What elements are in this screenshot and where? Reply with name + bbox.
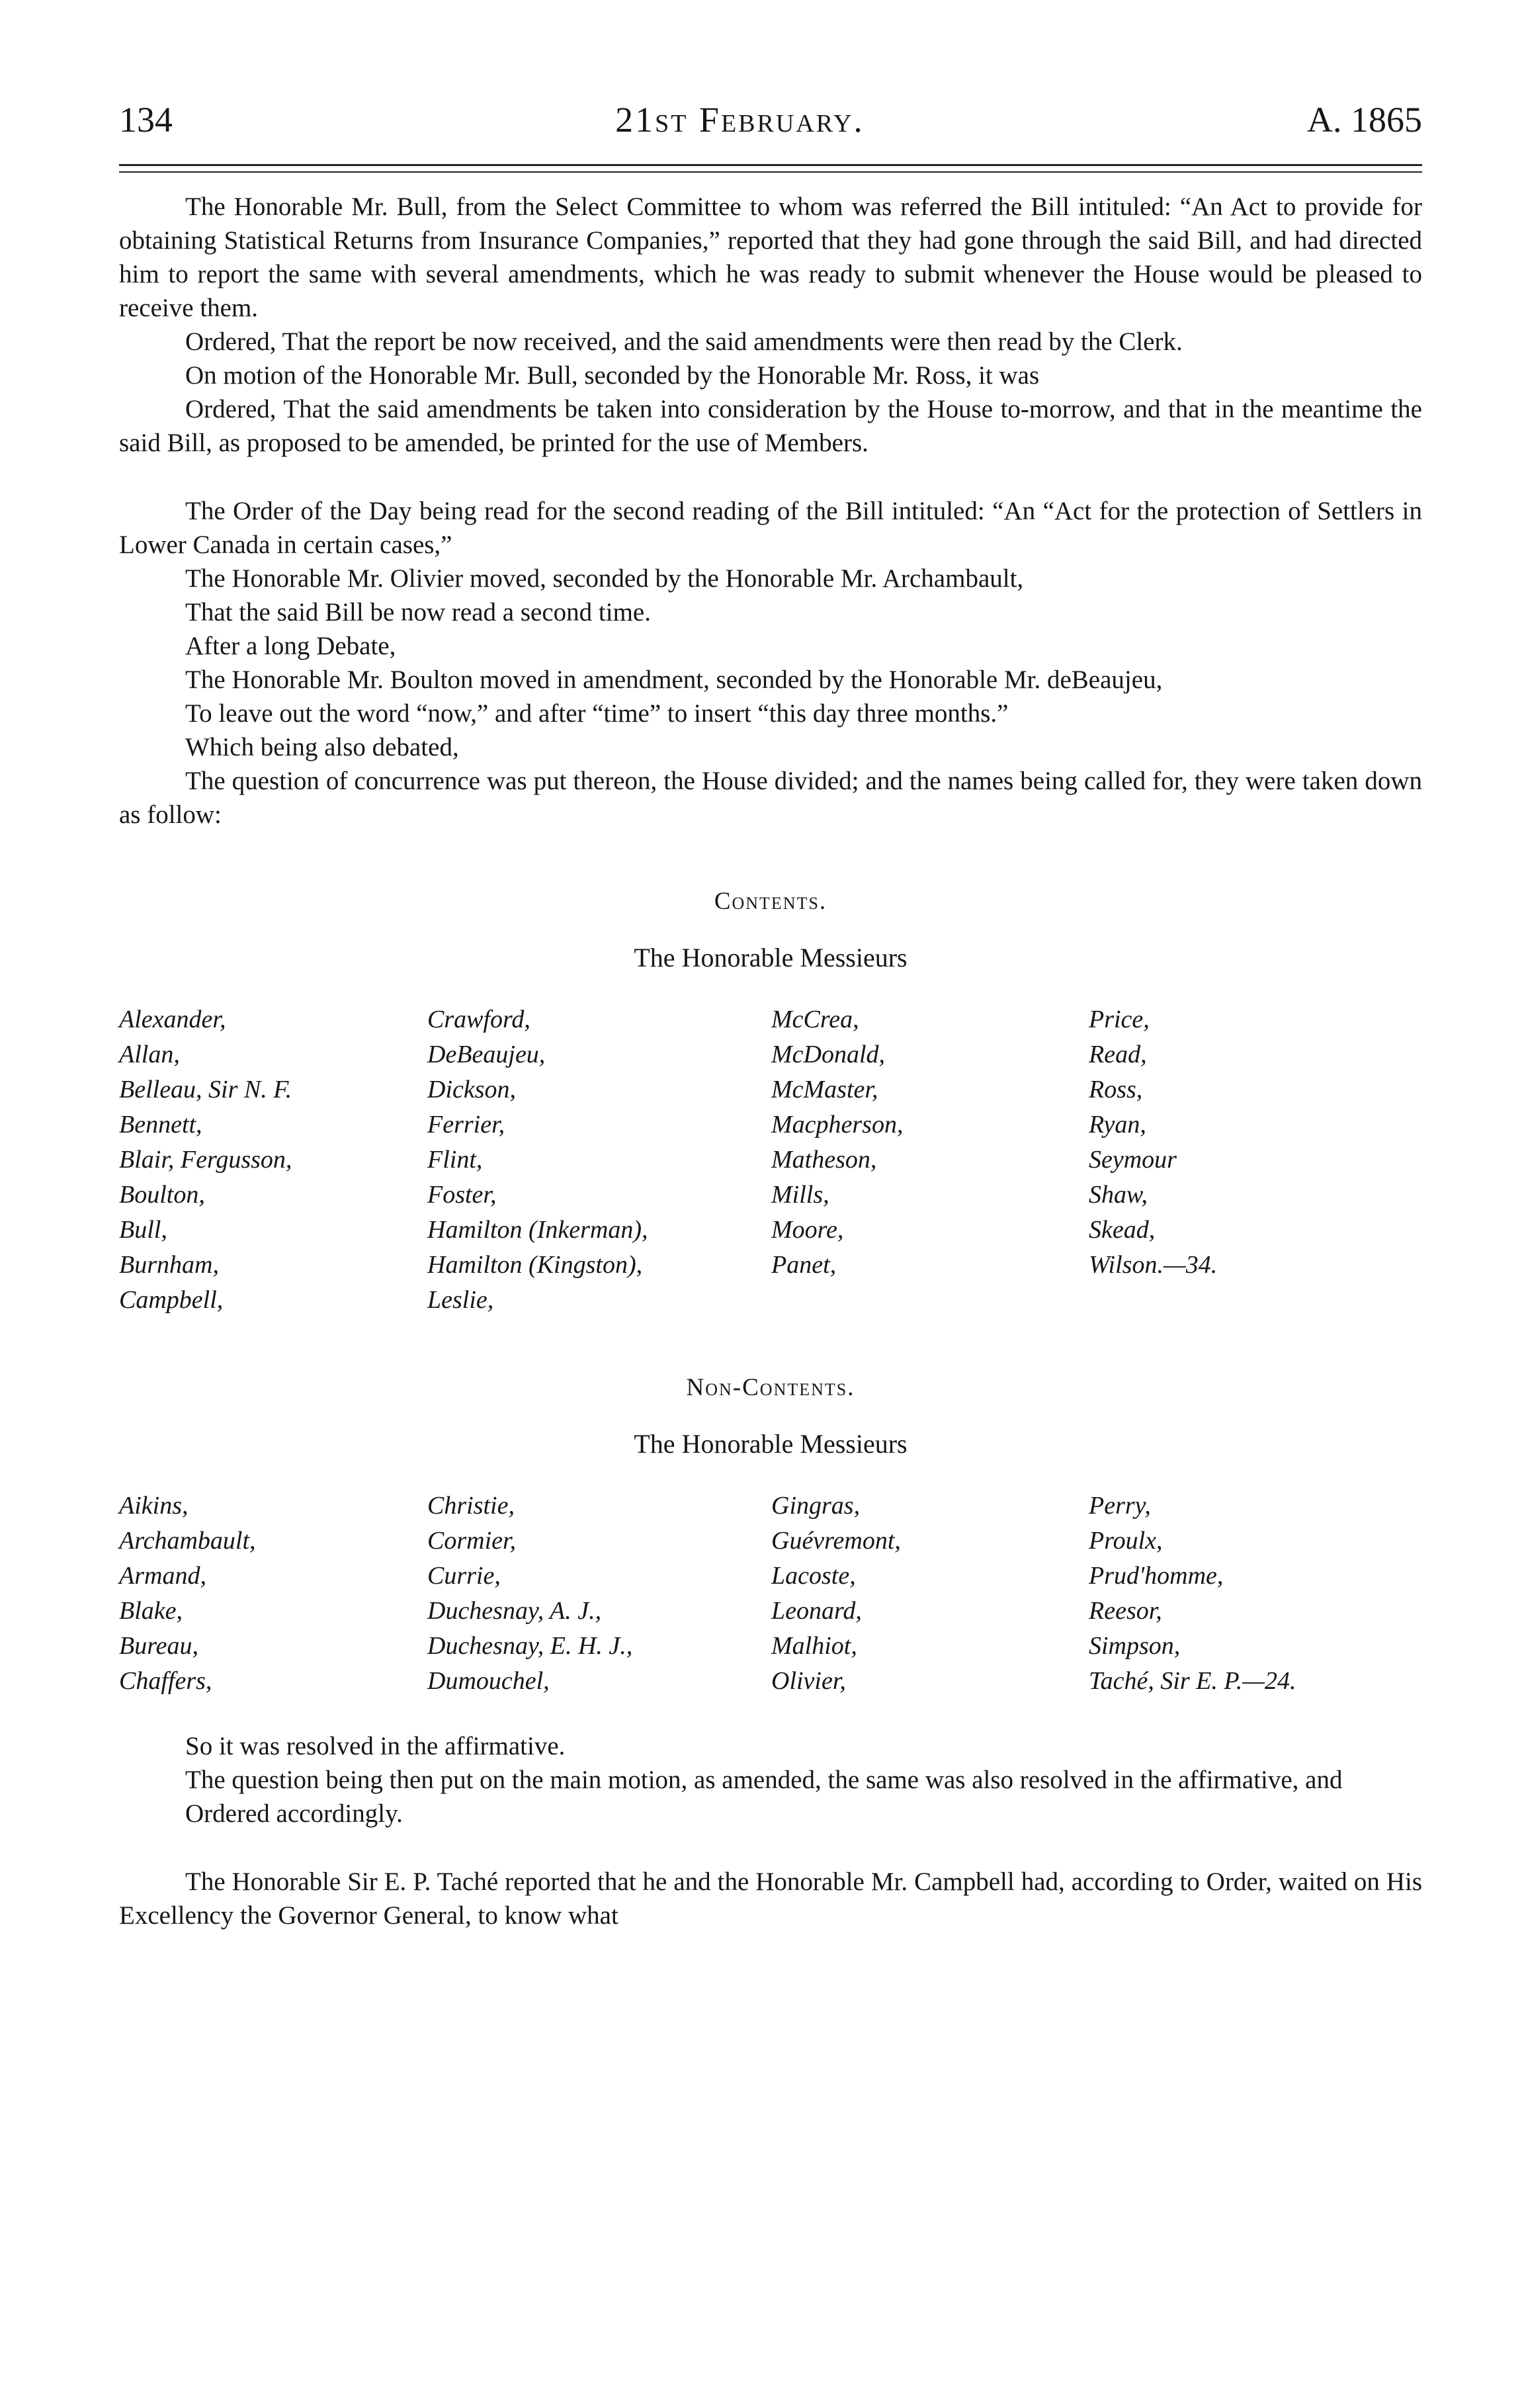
member-name: Chaffers, [119, 1667, 212, 1695]
member-name: Cormier, [427, 1527, 517, 1555]
member-name: Duchesnay, E. H. J., [427, 1632, 633, 1660]
member-name: Lacoste, [771, 1562, 856, 1590]
member-name: Ferrier, [427, 1111, 505, 1139]
member-name: Guévremont, [771, 1527, 901, 1555]
member-name: Ross, [1089, 1076, 1143, 1103]
member-name: Dickson, [427, 1076, 517, 1103]
member-name: Alexander, [119, 1006, 226, 1033]
member-name: Campbell, [119, 1286, 224, 1314]
member-name: Macpherson, [771, 1111, 904, 1139]
member-name: Ryan, [1089, 1111, 1146, 1139]
page-title: 21st February. [615, 100, 865, 140]
member-name: Matheson, [771, 1146, 877, 1174]
page-header [119, 99, 1422, 155]
non-contents-total: Taché, Sir E. P.—24. [1089, 1667, 1296, 1695]
member-name: Boulton, [119, 1181, 205, 1209]
member-name: Aikins, [119, 1492, 189, 1520]
member-name: Prud'homme, [1089, 1562, 1224, 1590]
contents-total: Wilson.—34. [1089, 1251, 1218, 1279]
member-name: Flint, [427, 1146, 483, 1174]
member-name: Read, [1089, 1041, 1147, 1068]
member-name: Olivier, [771, 1667, 846, 1695]
division-paragraph: The question of concurrence was put thereon, the House divided; and the names being called for, they were taken down as follow: [119, 767, 1422, 829]
non-contents-column-4 [1089, 1488, 1422, 1699]
committee-report-paragraph: The Honorable Mr. Bull, from the Select Committee to whom was referred the Bill intituled: “An Act to provide for obtaining Statistical Returns from Insurance Companies,” reported that they had gone through the said Bill, and had directed him to report the same with several amendments, which he was ready to submit whenever the House would be pleased to receive them. [119, 193, 1422, 322]
member-name: Gingras, [771, 1492, 861, 1520]
member-name: Dumouchel, [427, 1667, 550, 1695]
member-name: Shaw, [1089, 1181, 1148, 1209]
non-contents-name-list [119, 1488, 1422, 1699]
member-name: Leonard, [771, 1597, 862, 1625]
member-name: Panet, [771, 1251, 837, 1279]
contents-subheading: The Honorable Messieurs [634, 943, 908, 972]
motion-paragraph: On motion of the Honorable Mr. Bull, seconded by the Honorable Mr. Ross, it was [185, 361, 1040, 390]
member-name: Bennett, [119, 1111, 202, 1139]
member-name: Duchesnay, A. J., [427, 1597, 602, 1625]
resolved-paragraph: So it was resolved in the affirmative. [185, 1732, 566, 1760]
leave-out-paragraph: To leave out the word “now,” and after “time” to insert “this day three months.” [185, 699, 1009, 728]
member-name: Simpson, [1089, 1632, 1181, 1660]
member-name: Hamilton (Kingston), [427, 1251, 643, 1279]
ordered-amendments-paragraph: Ordered, That the said amendments be taken into consideration by the House to-morrow, and that in the meantime the said Bill, as proposed to be amended, be printed for the use of Members. [119, 395, 1422, 457]
member-name: Reesor, [1089, 1597, 1162, 1625]
contents-name-list [119, 1002, 1422, 1318]
non-contents-column-3 [771, 1488, 1089, 1699]
member-name: Price, [1089, 1006, 1150, 1033]
member-name: Foster, [427, 1181, 497, 1209]
olivier-motion-paragraph: The Honorable Mr. Olivier moved, seconded by the Honorable Mr. Archambault, [185, 564, 1024, 593]
governor-general-paragraph: The Honorable Sir E. P. Taché reported that he and the Honorable Mr. Campbell had, according to Order, waited on His Excellency the Governor General, to know what [119, 1868, 1422, 1930]
member-name: Perry, [1089, 1492, 1151, 1520]
member-name: McDonald, [771, 1041, 886, 1068]
contents-column-2 [427, 1002, 771, 1318]
member-name: Belleau, Sir N. F. [119, 1076, 292, 1103]
contents-column-1 [119, 1002, 427, 1318]
member-name: Bureau, [119, 1632, 198, 1660]
member-name: Skead, [1089, 1216, 1156, 1244]
member-name: Leslie, [427, 1286, 494, 1314]
member-name: Allan, [119, 1041, 180, 1068]
non-contents-column-2 [427, 1488, 771, 1699]
debate-paragraph: After a long Debate, [185, 632, 396, 660]
member-name: Archambault, [119, 1527, 256, 1555]
member-name: Christie, [427, 1492, 515, 1520]
member-name: Blake, [119, 1597, 183, 1625]
journal-page [119, 99, 1422, 1932]
page-number: 134 [119, 100, 173, 140]
member-name: Malhiot, [771, 1632, 857, 1660]
member-name: McCrea, [771, 1006, 859, 1033]
member-name: Mills, [771, 1181, 829, 1209]
member-name: McMaster, [771, 1076, 878, 1103]
member-name: Proulx, [1089, 1527, 1163, 1555]
non-contents-subheading: The Honorable Messieurs [634, 1429, 908, 1459]
amendment-paragraph: The Honorable Mr. Boulton moved in amendment, seconded by the Honorable Mr. deBeaujeu, [185, 666, 1163, 694]
member-name: Armand, [119, 1562, 206, 1590]
main-motion-paragraph: The question being then put on the main motion, as amended, the same was also resolved in the affirmative, and [185, 1766, 1343, 1794]
contents-column-3 [771, 1002, 1089, 1318]
member-name: Crawford, [427, 1006, 530, 1033]
header-rule-secondary [119, 171, 1422, 173]
ordered-report-paragraph: Ordered, That the report be now received, and the said amendments were then read by the Clerk. [185, 327, 1183, 356]
order-of-day-paragraph: The Order of the Day being read for the second reading of the Bill intituled: “An “Act for the protection of Settlers in Lower Canada in certain cases,” [119, 497, 1422, 559]
member-name: Currie, [427, 1562, 501, 1590]
member-name: Burnham, [119, 1251, 219, 1279]
session-year: A. 1865 [1306, 100, 1422, 140]
debated-paragraph: Which being also debated, [185, 733, 459, 761]
member-name: DeBeaujeu, [427, 1041, 546, 1068]
ordered-accordingly-paragraph: Ordered accordingly. [185, 1799, 403, 1828]
member-name: Bull, [119, 1216, 167, 1244]
contents-column-4 [1089, 1002, 1422, 1318]
header-rule [119, 164, 1422, 166]
non-contents-column-1 [119, 1488, 427, 1699]
member-name: Seymour [1089, 1146, 1177, 1174]
second-reading-paragraph: That the said Bill be now read a second time. [185, 598, 651, 626]
contents-heading: Contents. [714, 888, 827, 915]
member-name: Hamilton (Inkerman), [427, 1216, 648, 1244]
member-name: Moore, [771, 1216, 844, 1244]
non-contents-heading: Non-Contents. [686, 1374, 855, 1401]
member-name: Blair, Fergusson, [119, 1146, 292, 1174]
